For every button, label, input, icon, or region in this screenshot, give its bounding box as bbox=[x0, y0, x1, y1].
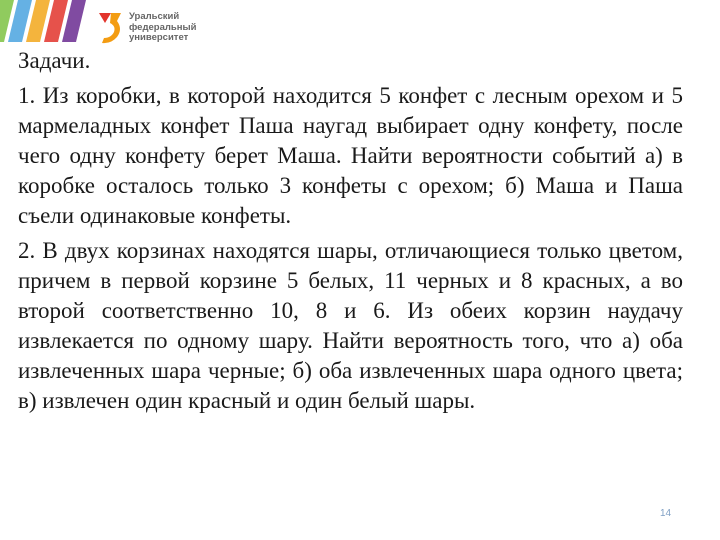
logo-mark-red bbox=[99, 13, 111, 23]
urfu-logo-icon bbox=[97, 11, 123, 45]
logo-text bbox=[129, 12, 196, 44]
stripes-group bbox=[0, 0, 86, 42]
slide-content bbox=[18, 46, 683, 421]
logo-line-1: Уральский bbox=[129, 11, 180, 23]
header-stripes-decoration bbox=[0, 0, 92, 42]
page-number: 14 bbox=[660, 508, 672, 519]
task-1: 1. Из коробки, в которой находится 5 конфет с лесным орехом и 5 мармеладных конфет Паша наугад выбирает одну конфету, после чего одну конфету берет Маша. Найти вероятности событий а) в коробке осталось только 3 конфеты с орехом; б) Маша и Паша съели одинаковые конфеты. bbox=[18, 83, 683, 228]
logo-line-2: федеральный bbox=[129, 21, 197, 33]
logo-line-3: университет bbox=[129, 32, 189, 44]
university-logo bbox=[97, 8, 196, 48]
slide-heading: Задачи. bbox=[18, 48, 91, 73]
task-2: 2. В двух корзинах находятся шары, отличающиеся только цветом, причем в первой корзине 5 белых, 11 черных и 8 красных, а во второй соответственно 10, 8 и 6. Из обеих корзин наудачу извлекается по одному шару. Найти вероятность того, что а) оба извлеченных шара черные; б) оба извлеченных шара одного цвета; в) извлечен один красный и один белый шары. bbox=[18, 238, 683, 413]
